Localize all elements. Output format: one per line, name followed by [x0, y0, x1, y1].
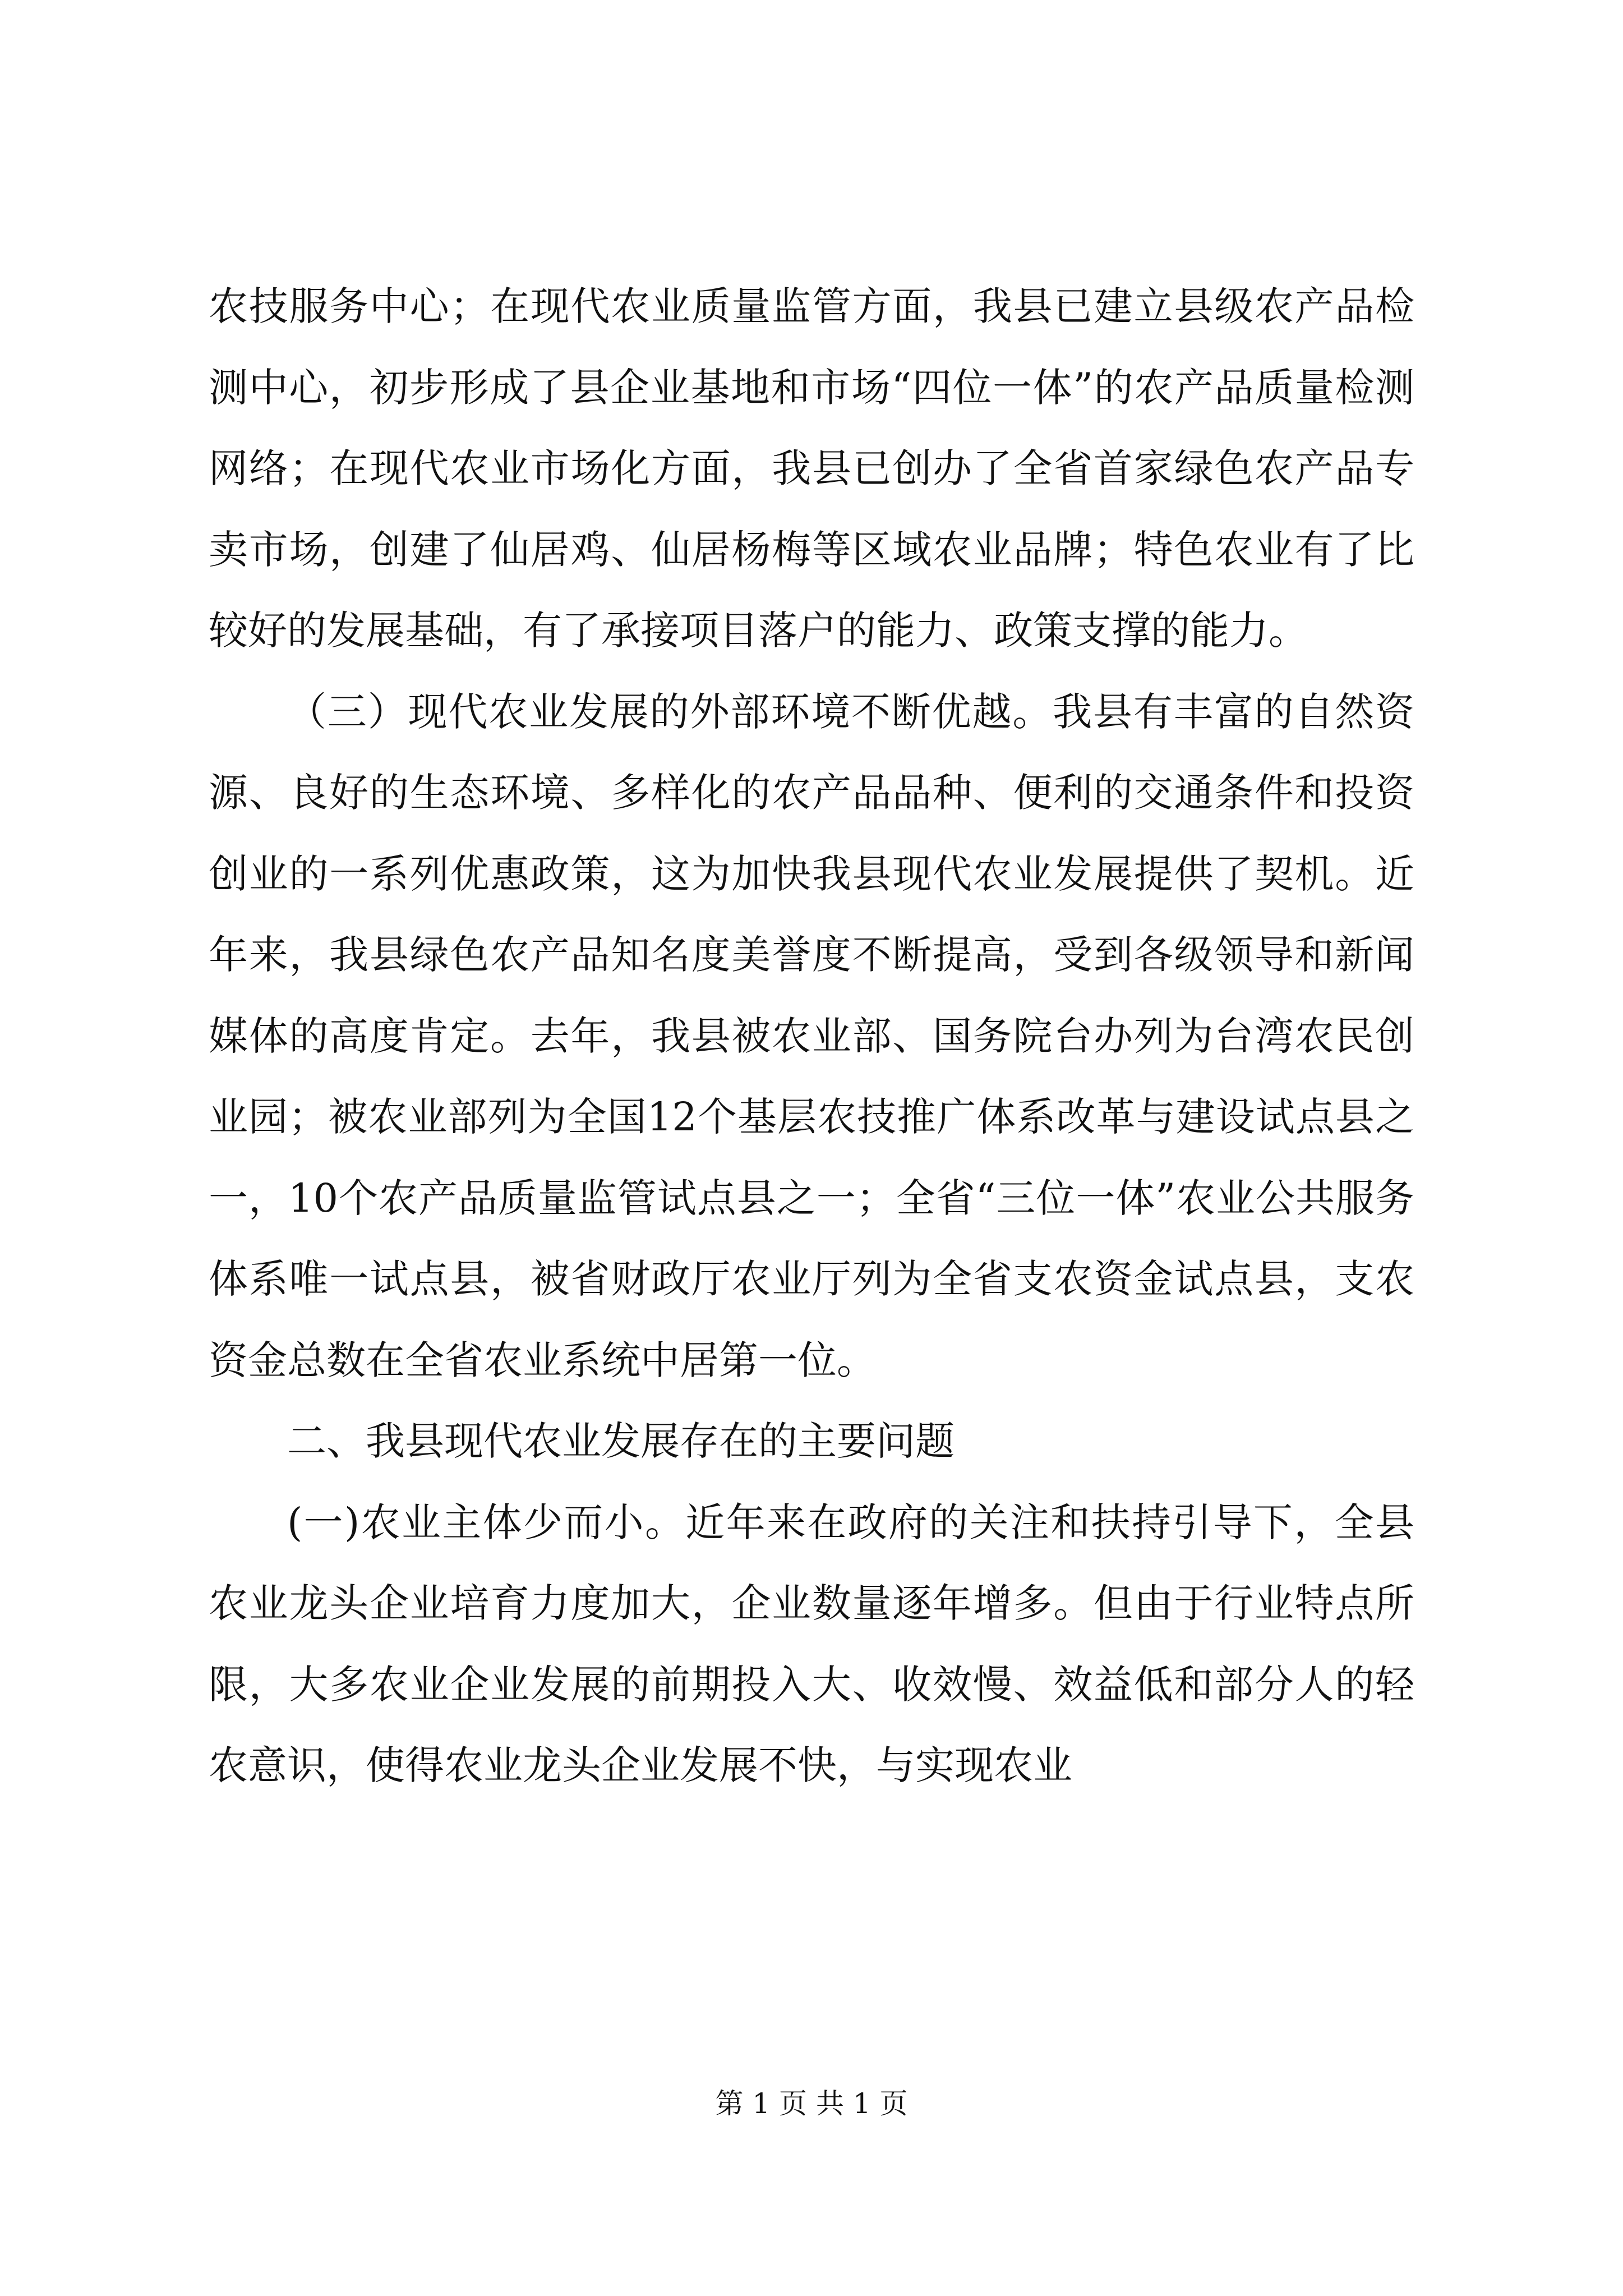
page-footer: 第 1 页 共 1 页	[715, 2087, 908, 2120]
paragraph-3: (一)农业主体少而小。近年来在政府的关注和扶持引导下，全县农业龙头企业培育力度加大，企业数量逐年增多。但由于行业特点所限，大多农业企业发展的前期投入大、收效慢、效益低和部分人的轻农意识，使得农业龙头企业发展不快，与实现农业	[209, 1499, 1414, 1788]
document-body	[209, 266, 1414, 1806]
paragraph-1: 农技服务中心；在现代农业质量监管方面，我县已建立县级农产品检测中心，初步形成了县企业基地和市场“四位一体”的农产品质量检测网络；在现代农业市场化方面，我县已创办了全省首家绿色农产品专卖市场，创建了仙居鸡、仙居杨梅等区域农业品牌；特色农业有了比较好的发展基础，有了承接项目落户的能力、政策支撑的能力。	[209, 283, 1414, 654]
paragraph-2: （三）现代农业发展的外部环境不断优越。我县有丰富的自然资源、良好的生态环境、多样化的农产品品种、便利的交通条件和投资创业的一系列优惠政策，这为加快我县现代农业发展提供了契机。近年来，我县绿色农产品知名度美誉度不断提高，受到各级领导和新闻媒体的高度肯定。去年，我县被农业部、国务院台办列为台湾农民创业园；被农业部列为全国12个基层农技推广体系改革与建设试点县之一，10个农产品质量监管试点县之一；全省“三位一体”农业公共服务体系唯一试点县，被省财政厅农业厅列为全省支农资金试点县，支农资金总数在全省农业系统中居第一位。	[209, 688, 1414, 1383]
section-heading: 二、我县现代农业发展存在的主要问题	[287, 1418, 955, 1464]
